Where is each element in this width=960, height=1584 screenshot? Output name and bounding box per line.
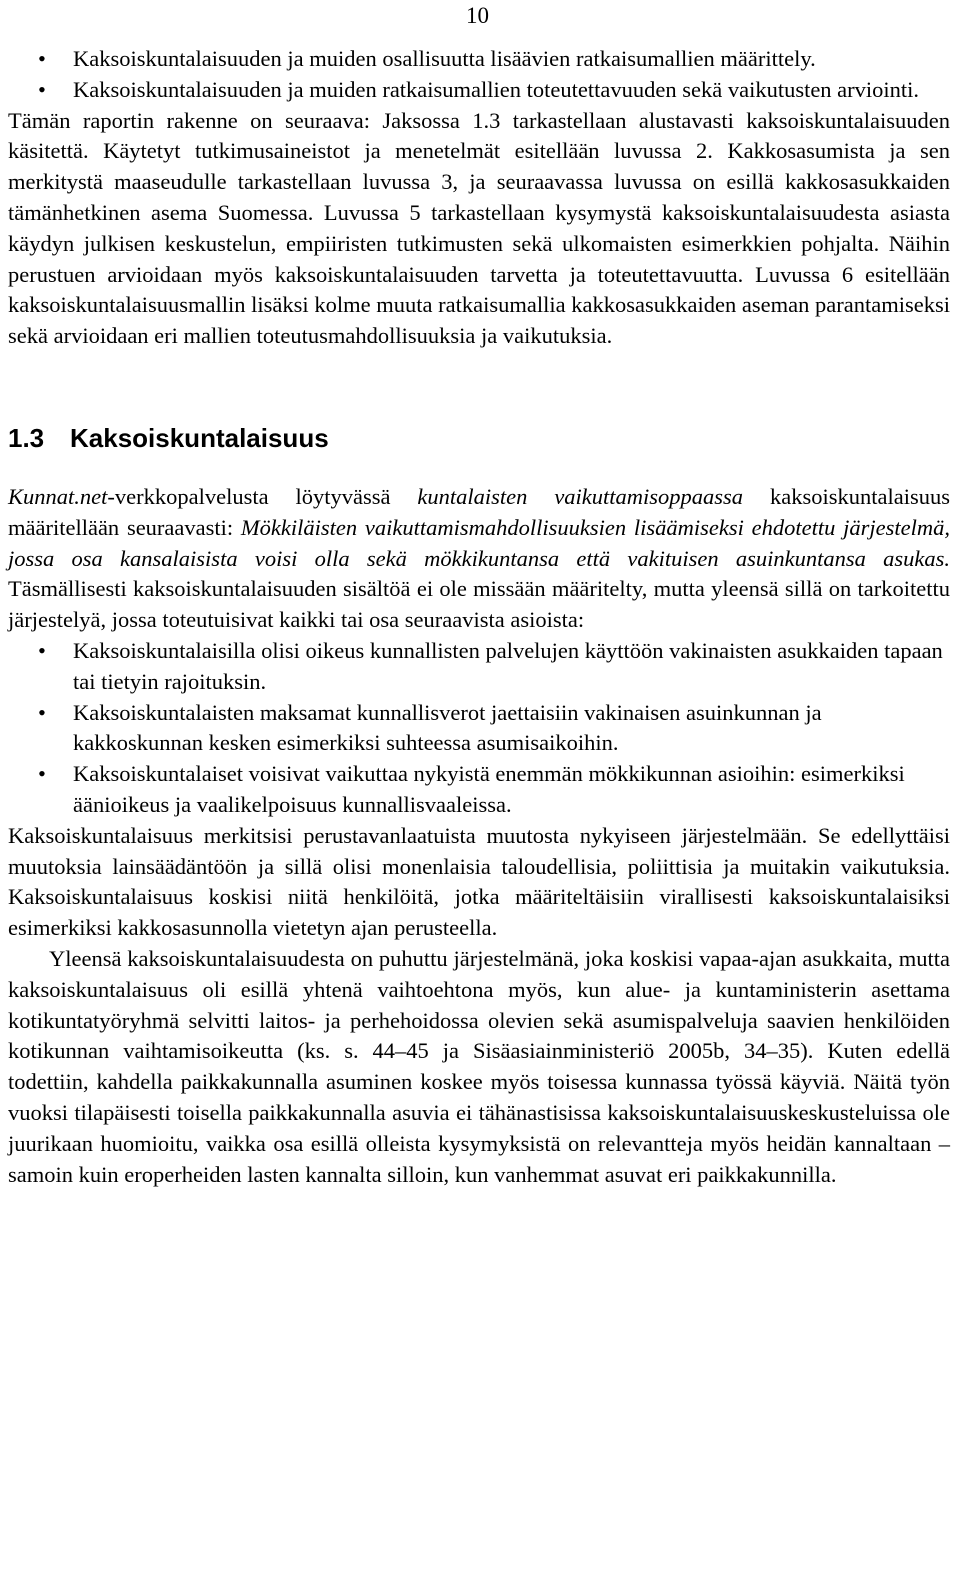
- definition-paragraph: [8, 482, 950, 636]
- document-body: [8, 44, 950, 1190]
- guide-name: kuntalaisten vaikuttamisoppaassa: [417, 483, 744, 509]
- bullet-icon: •: [38, 46, 46, 71]
- bullet-icon: •: [38, 637, 46, 663]
- list-item-text: Kaksoiskuntalaisuuden ja muiden osallisuutta lisäävien ratkaisumallien määrittely.: [73, 46, 816, 71]
- bullet-icon: •: [38, 699, 46, 725]
- list-item-text: Kaksoiskuntalaisilla olisi oikeus kunnallisten palvelujen käyttöön vakinaisten asukkaiden tapaan tai tietyin rajoituksin.: [73, 637, 943, 694]
- list-item: [8, 44, 950, 75]
- bullet-icon: •: [38, 761, 46, 787]
- bullet-icon: •: [38, 76, 46, 102]
- list-item: [8, 759, 950, 821]
- definition-text: -verkkopalvelusta löytyvässä: [107, 483, 418, 509]
- list-item-text: Kaksoiskuntalaiset voisivat vaikuttaa nykyistä enemmän mökkikunnan asioihin: esimerkiksi äänioikeus ja vaalikelpoisuus kunnallisvaaleissa.: [73, 761, 905, 817]
- definition-text: Täsmällisesti kaksoiskuntalaisuuden sisältöä ei ole missään määritelty, mutta yleensä sillä on tarkoitettu järjestelyä, jossa toteutuisivat kaikki tai osa seuraavista asioista:: [8, 576, 950, 633]
- definition-list: [8, 636, 950, 821]
- list-item-text: Kaksoiskuntalaisuuden ja muiden ratkaisumallien toteutettavuuden sekä vaikutusten arviointi.: [73, 76, 920, 102]
- general-paragraph: Yleensä kaksoiskuntalaisuudesta on puhuttu järjestelmänä, joka koskisi vapaa-ajan asukkaita, mutta kaksoiskuntalaisuus oli esillä yhtenä vaihtoehtona myös, kun alue- ja kuntaministerin asettama kotikuntatyöryhmä selvitti laitos- ja perhehoidossa olevien sekä asumispalveluja saavien henkilöiden kotikunnan vaihtamisoikeutta (ks. s. 44–45 ja Sisäasiainministeriö 2005b, 34–35). Kuten edellä todettiin, kahdella paikkakunnalla asuminen koskee myös toisessa kunnassa työssä käyviä. Näitä työn vuoksi tilapäisesti toisella paikkakunnalla asuvia ei tähänastisissa kaksoiskuntalaisuuskeskusteluissa ole juurikaan huomioitu, vaikka osa esillä olleista kysymyksistä on relevantteja myös heidän kannaltaan – samoin kuin eroperheiden lasten kannalta silloin, kun vanhemmat asuvat eri paikkakunnilla.: [8, 945, 950, 1187]
- changes-paragraph: Kaksoiskuntalaisuus merkitsisi perustavanlaatuista muutosta nykyiseen järjestelmään. Se edellyttäisi muutoksia lainsäädäntöön ja sillä olisi monenlaisia taloudellisia, poliittisia ja muitakin vaikutuksia. Kaksoiskuntalaisuus koskisi niitä henkilöitä, jotka määriteltäisiin virallisesti kaksoiskuntalaisiksi esimerkiksi kakkosasunnolla vietetyn ajan perusteella.: [8, 822, 950, 941]
- list-item: [8, 698, 950, 760]
- section-number: 1.3: [8, 422, 45, 453]
- page-number: 10: [466, 3, 489, 28]
- list-item: [8, 636, 950, 698]
- definition-text: kaksoiskuntalaisuus määritellään seuraavasti:: [8, 483, 950, 540]
- objectives-list: [8, 44, 950, 106]
- intro-paragraph: Tämän raportin rakenne on seuraava: Jaksossa 1.3 tarkastellaan alustavasti kaksoiskuntalaisuuden käsitettä. Käytetyt tutkimusaineistot ja menetelmät esitellään luvussa 2. Kakkosasumista ja sen merkitystä maaseudulle tarkastellaan luvussa 3, ja seuraavassa luvussa on esillä kakkosasukkaiden tämänhetkinen asema Suomessa. Luvussa 5 tarkastellaan kysymystä kaksoiskuntalaisuudesta asiasta käydyn julkisen keskustelun, empiiristen tutkimusten sekä ulkomaisten esimerkkien pohjalta. Näihin perustuen arvioidaan myös kaksoiskuntalaisuuden tarvetta ja toteutettavuutta. Luvussa 6 esitellään kaksoiskuntalaisuusmallin lisäksi kolme muuta ratkaisumallia kakkosasukkaiden aseman parantamiseksi sekä arvioidaan eri mallien toteutusmahdollisuuksia ja vaikutuksia.: [8, 107, 950, 349]
- section-title: Kaksoiskuntalaisuus: [70, 422, 329, 453]
- list-item-text: Kaksoiskuntalaisten maksamat kunnallisverot jaettaisiin vakinaisen asuinkunnan ja kakkoskunnan kesken esimerkiksi suhteessa asumisaikoihin.: [73, 699, 822, 756]
- section-heading: [8, 422, 950, 454]
- source-name: Kunnat.net: [8, 483, 108, 509]
- definition-quote: Mökkiläisten vaikuttamismahdollisuuksien lisäämiseksi ehdotettu järjestelmä, jossa osa kansalaisista voisi olla sekä mökkikuntansa että vakituisen asuinkuntansa asukas.: [8, 514, 950, 571]
- list-item: [8, 75, 950, 106]
